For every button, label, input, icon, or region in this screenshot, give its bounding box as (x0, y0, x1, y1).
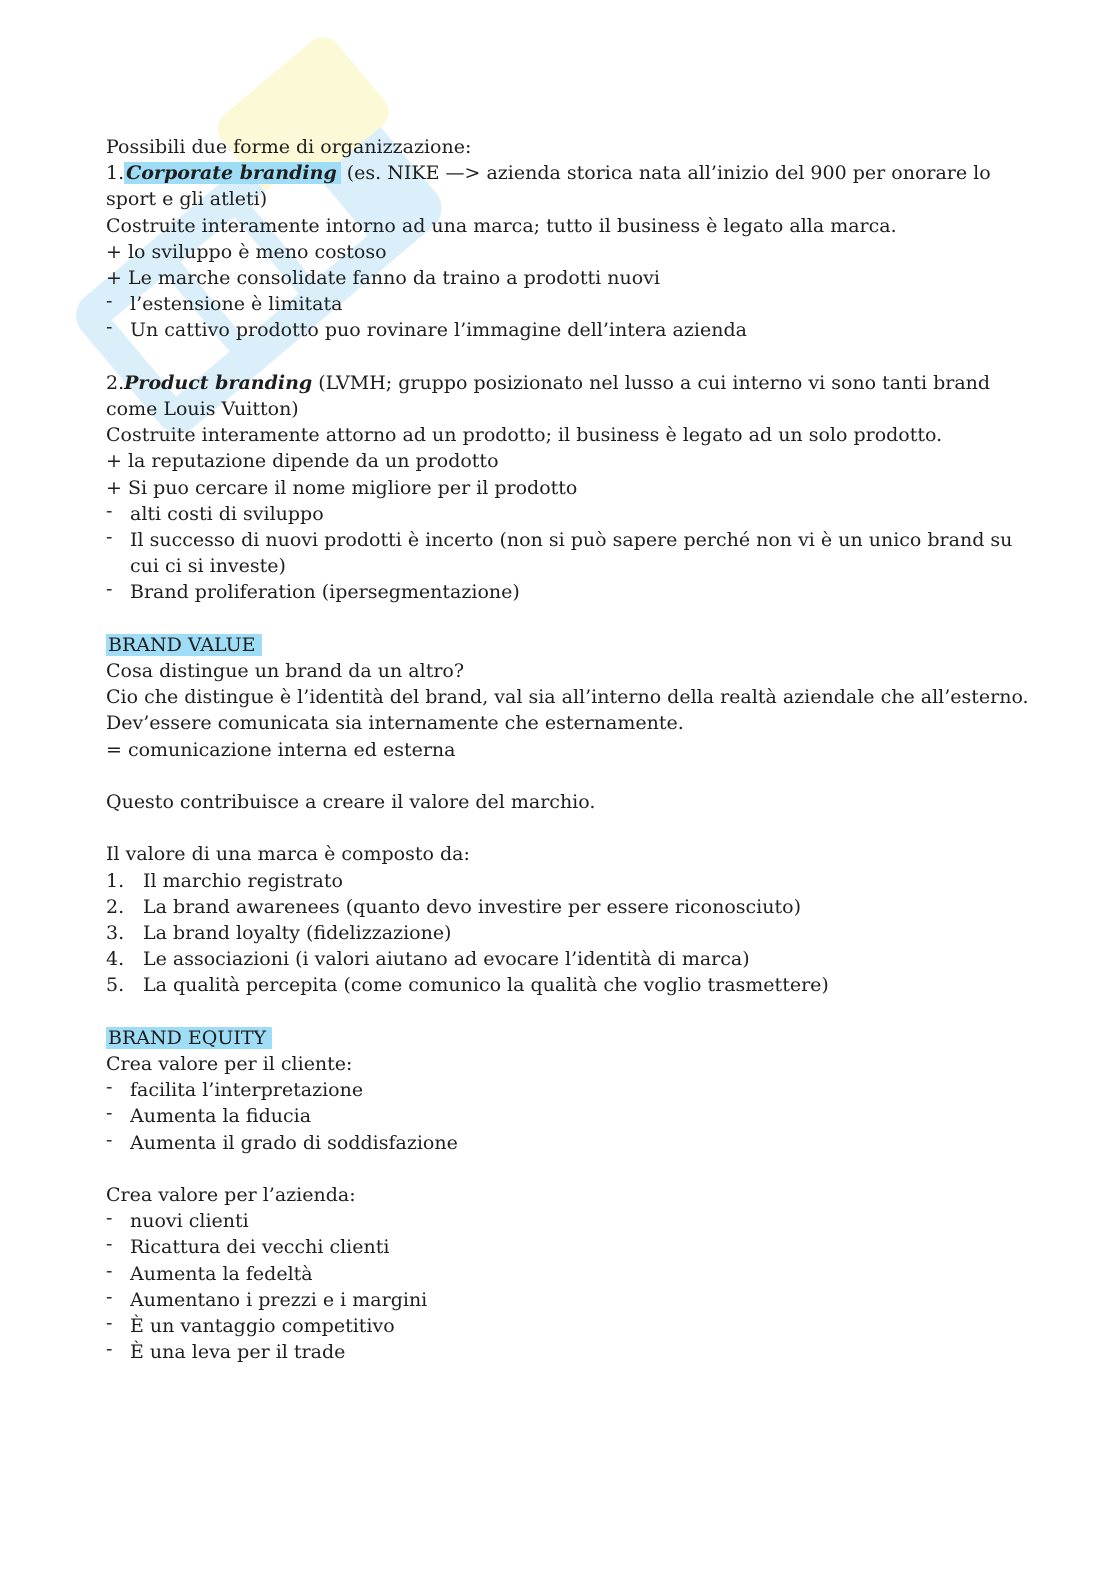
product-branding-heading (106, 370, 1036, 422)
corporate-number: 1. (106, 162, 125, 185)
product-pro-1: + la reputazione dipende da un prodotto (106, 450, 499, 473)
corporate-pro-2: + Le marche consolidate fanno da traino a prodotti nuovi (106, 267, 660, 290)
list-item: 2. La brand awarenees (quanto devo investire per essere riconosciuto) (106, 895, 801, 918)
product-branding-title: Product branding (124, 371, 313, 394)
company-item: - È una leva per il trade (106, 1339, 1036, 1365)
company-item: - È un vantaggio competitivo (106, 1313, 1036, 1339)
client-item: - Aumenta il grado di soddisfazione (106, 1130, 1036, 1156)
spacer (106, 606, 1036, 632)
brand-value-contrib: Questo contribuisce a creare il valore del marchio. (106, 791, 596, 814)
corporate-con-1: - l’estensione è limitata (106, 291, 1036, 317)
spacer (106, 1156, 1036, 1182)
spacer (106, 763, 1036, 789)
corporate-branding-rest: (es. NIKE —> azienda storica nata all’inizio del 900 per onorare lo sport e gli atleti) (106, 162, 991, 211)
corporate-branding-heading (106, 160, 1036, 212)
spacer (106, 344, 1036, 370)
client-intro: Crea valore per il cliente: (106, 1053, 353, 1076)
product-description: Costruite interamente attorno ad un prodotto; il business è legato ad un solo prodotto. (106, 424, 943, 447)
brand-value-line-4: = comunicazione interna ed esterna (106, 738, 456, 761)
company-item: - nuovi clienti (106, 1208, 1036, 1234)
brand-value-line-2: Cio che distingue è l’identità del brand, val sia all’interno della realtà aziendale che all’esterno. (106, 686, 1029, 709)
product-pro-2: + Si puo cercare il nome migliore per il prodotto (106, 476, 578, 499)
corporate-con-2: - Un cattivo prodotto puo rovinare l’immagine dell’intera azienda (106, 317, 1036, 343)
brand-value-section (106, 632, 1036, 658)
list-item: 3. La brand loyalty (fidelizzazione) (106, 922, 452, 945)
document-body (106, 134, 1036, 1365)
product-con-2: - Il successo di nuovi prodotti è incerto (non si può sapere perché non vi è un unico brand su cui ci si investe) (106, 527, 1036, 579)
brand-value-heading: BRAND VALUE (106, 634, 262, 656)
brand-equity-section (106, 1025, 1036, 1051)
product-branding-rest: (LVMH; gruppo posizionato nel lusso a cui interno vi sono tanti brand come Louis Vuitton) (106, 371, 991, 421)
corporate-pro-1: + lo sviluppo è meno costoso (106, 240, 387, 263)
product-con-3: - Brand proliferation (ipersegmentazione) (106, 579, 1036, 605)
company-item: - Aumentano i prezzi e i margini (106, 1287, 1036, 1313)
brand-value-list-intro: Il valore di una marca è composto da: (106, 843, 470, 866)
corporate-branding-title: Corporate branding (124, 162, 341, 184)
brand-equity-heading: BRAND EQUITY (106, 1027, 272, 1049)
product-number: 2. (106, 371, 125, 394)
company-item: - Ricattura dei vecchi clienti (106, 1234, 1036, 1260)
brand-value-line-3: Dev’essere comunicata sia internamente che esternamente. (106, 712, 684, 735)
list-item: 1. Il marchio registrato (106, 869, 343, 892)
client-item: - facilita l’interpretazione (106, 1077, 1036, 1103)
client-item: - Aumenta la fiducia (106, 1103, 1036, 1129)
brand-value-line-1: Cosa distingue un brand da un altro? (106, 660, 465, 683)
spacer (106, 815, 1036, 841)
company-intro: Crea valore per l’azienda: (106, 1184, 356, 1207)
company-item: - Aumenta la fedeltà (106, 1261, 1036, 1287)
spacer (106, 999, 1036, 1025)
list-item: 5. La qualità percepita (come comunico la qualità che voglio trasmettere) (106, 974, 829, 997)
corporate-description: Costruite interamente intorno ad una marca; tutto il business è legato alla marca. (106, 214, 897, 237)
intro-line: Possibili due forme di organizzazione: (106, 136, 472, 158)
product-con-1: - alti costi di sviluppo (106, 501, 1036, 527)
list-item: 4. Le associazioni (i valori aiutano ad evocare l’identità di marca) (106, 948, 750, 971)
